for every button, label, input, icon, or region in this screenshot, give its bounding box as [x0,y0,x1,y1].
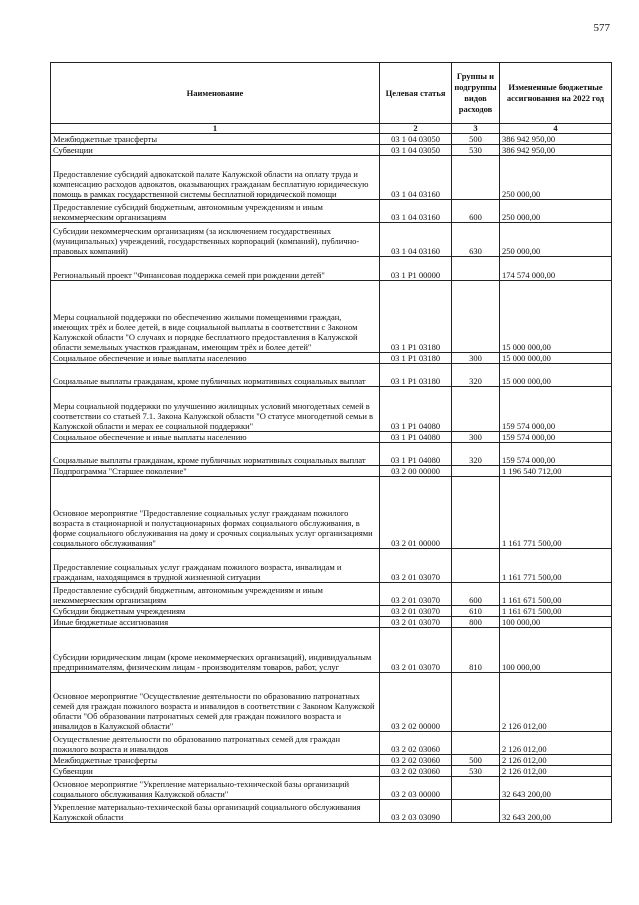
row-name: Основное мероприятие "Укрепление материально-технической базы организаций социального обслуживания Калужской области" [51,777,380,800]
table-row [51,200,612,223]
row-group-code: 600 [452,583,500,606]
row-target-code: 03 1 04 03160 [380,156,452,200]
header-group: Группы и подгруппы видов расходов [452,63,500,124]
table-row [51,606,612,617]
row-group-code [452,281,500,353]
row-group-code [452,732,500,755]
row-target-code: 03 2 02 03060 [380,732,452,755]
row-group-code: 300 [452,432,500,443]
row-amount: 100 000,00 [500,617,612,628]
row-group-code: 800 [452,617,500,628]
row-target-code: 03 2 03 03090 [380,800,452,823]
row-name: Основное мероприятие "Предоставление социальных услуг гражданам пожилого возраста в стационарной и полустационарных формах социального обслуживания, в форме социального обслуживания на дому и срочных социальных услуг организациями социального обслуживания" [51,477,380,549]
row-target-code: 03 1 P1 04080 [380,432,452,443]
table-row [51,732,612,755]
row-amount: 250 000,00 [500,223,612,257]
table-row [51,583,612,606]
row-name: Социальные выплаты гражданам, кроме публичных нормативных социальных выплат [51,364,380,387]
row-group-code [452,387,500,432]
row-name: Меры социальной поддержки по обеспечению жилыми помещениями граждан, имеющих трёх и более детей, в виде социальной выплаты в соответствии с Законом Калужской области "О случаях и порядке бесплатного предоставления в Калужской области земельных участков гражданам, имеющим трёх и более детей" [51,281,380,353]
header-target: Целевая статья [380,63,452,124]
row-target-code: 03 1 P1 03180 [380,353,452,364]
budget-table [50,62,612,823]
row-group-code: 320 [452,443,500,466]
table-row [51,766,612,777]
row-target-code: 03 2 01 03070 [380,606,452,617]
column-number-row [51,124,612,134]
row-name: Социальные выплаты гражданам, кроме публичных нормативных социальных выплат [51,443,380,466]
table-row [51,617,612,628]
table-row [51,549,612,583]
row-target-code: 03 1 P1 03180 [380,364,452,387]
row-amount: 32 643 200,00 [500,777,612,800]
table-row [51,223,612,257]
row-name: Межбюджетные трансферты [51,755,380,766]
table-body [51,134,612,823]
row-amount: 15 000 000,00 [500,353,612,364]
table-row [51,145,612,156]
row-target-code: 03 1 P1 04080 [380,443,452,466]
row-name: Осуществление деятельности по образованию патронатных семей для граждан пожилого возраста и инвалидов [51,732,380,755]
column-number: 1 [51,124,380,134]
table-row [51,281,612,353]
table-header-row [51,63,612,124]
row-group-code [452,257,500,281]
row-amount: 159 574 000,00 [500,387,612,432]
row-amount: 159 574 000,00 [500,443,612,466]
table-row [51,353,612,364]
row-amount: 100 000,00 [500,628,612,673]
row-group-code: 810 [452,628,500,673]
row-name: Субсидии юридическим лицам (кроме некоммерческих организаций), индивидуальным предпринимателям, физическим лицам - производителям товаров, работ, услуг [51,628,380,673]
table-row [51,628,612,673]
row-name: Меры социальной поддержки по улучшению жилищных условий многодетных семей в соответствии со статьей 7.1. Закона Калужской области "О статусе многодетной семьи в Калужской области и мерах ее социальной поддержки" [51,387,380,432]
row-group-code: 630 [452,223,500,257]
row-name: Субсидии некоммерческим организациям (за исключением государственных (муниципальных) учреждений, государственных корпораций (компаний), публично-правовых компаний) [51,223,380,257]
row-group-code: 610 [452,606,500,617]
row-amount: 32 643 200,00 [500,800,612,823]
row-group-code: 320 [452,364,500,387]
table-row [51,443,612,466]
row-amount: 1 196 540 712,00 [500,466,612,477]
row-amount: 250 000,00 [500,156,612,200]
row-amount: 386 942 950,00 [500,145,612,156]
row-amount: 1 161 671 500,00 [500,606,612,617]
row-target-code: 03 1 P1 00000 [380,257,452,281]
row-target-code: 03 2 01 00000 [380,477,452,549]
row-amount: 2 126 012,00 [500,732,612,755]
row-name: Межбюджетные трансферты [51,134,380,145]
row-amount: 1 161 771 500,00 [500,477,612,549]
row-name: Укрепление материально-технической базы организаций социального обслуживания Калужской области [51,800,380,823]
row-group-code [452,477,500,549]
row-name: Основное мероприятие "Осуществление деятельности по образованию патронатных семей для граждан пожилого возраста и инвалидов в соответствии с Законом Калужской области "Об образовании патронатных семей для граждан пожилого возраста и инвалидов в Калужской области" [51,673,380,732]
row-target-code: 03 2 02 00000 [380,673,452,732]
row-target-code: 03 2 01 03070 [380,549,452,583]
table-row [51,387,612,432]
row-target-code: 03 2 01 03070 [380,583,452,606]
table-row [51,800,612,823]
row-name: Социальное обеспечение и иные выплаты населению [51,353,380,364]
table-row [51,673,612,732]
row-target-code: 03 2 00 00000 [380,466,452,477]
row-name: Подпрограмма "Старшее поколение" [51,466,380,477]
row-group-code: 500 [452,755,500,766]
header-name: Наименование [51,63,380,124]
row-name: Региональный проект "Финансовая поддержка семей при рождении детей" [51,257,380,281]
row-name: Иные бюджетные ассигнования [51,617,380,628]
row-amount: 159 574 000,00 [500,432,612,443]
row-target-code: 03 1 P1 04080 [380,387,452,432]
row-group-code [452,673,500,732]
row-amount: 386 942 950,00 [500,134,612,145]
row-amount: 2 126 012,00 [500,766,612,777]
row-amount: 2 126 012,00 [500,673,612,732]
row-name: Субсидии бюджетным учреждениям [51,606,380,617]
table-row [51,134,612,145]
row-amount: 1 161 771 500,00 [500,549,612,583]
page-number: 577 [593,22,610,34]
row-amount: 1 161 671 500,00 [500,583,612,606]
column-number: 4 [500,124,612,134]
row-target-code: 03 2 01 03070 [380,617,452,628]
table-row [51,755,612,766]
row-group-code: 600 [452,200,500,223]
row-name: Субвенции [51,766,380,777]
table-row [51,477,612,549]
row-group-code [452,549,500,583]
row-group-code: 500 [452,134,500,145]
row-target-code: 03 1 04 03160 [380,223,452,257]
row-target-code: 03 1 04 03160 [380,200,452,223]
row-target-code: 03 1 P1 03180 [380,281,452,353]
row-amount: 15 000 000,00 [500,281,612,353]
row-amount: 250 000,00 [500,200,612,223]
row-target-code: 03 1 04 03050 [380,145,452,156]
row-name: Предоставление субсидий адвокатской палате Калужской области на оплату труда и компенсацию расходов адвокатов, оказывающих гражданам бесплатную юридическую помощь в рамках государственной системы бесплатной юридической помощи [51,156,380,200]
row-target-code: 03 2 01 03070 [380,628,452,673]
table-row [51,466,612,477]
header-amount: Измененные бюджетные ассигнования на 2022 год [500,63,612,124]
row-name: Предоставление субсидий бюджетным, автономным учреждениям и иным некоммерческим организациям [51,583,380,606]
row-group-code [452,156,500,200]
row-group-code [452,777,500,800]
row-target-code: 03 1 04 03050 [380,134,452,145]
table-row [51,257,612,281]
row-group-code [452,800,500,823]
row-target-code: 03 2 02 03060 [380,766,452,777]
table-row [51,777,612,800]
table-row [51,364,612,387]
row-amount: 2 126 012,00 [500,755,612,766]
row-name: Предоставление социальных услуг гражданам пожилого возраста, инвалидам и гражданам, находящимся в трудной жизненной ситуации [51,549,380,583]
row-name: Социальное обеспечение и иные выплаты населению [51,432,380,443]
row-amount: 15 000 000,00 [500,364,612,387]
row-group-code: 300 [452,353,500,364]
row-name: Субвенции [51,145,380,156]
row-name: Предоставление субсидий бюджетным, автономным учреждениям и иным некоммерческим организациям [51,200,380,223]
row-target-code: 03 2 03 00000 [380,777,452,800]
column-number: 2 [380,124,452,134]
column-number: 3 [452,124,500,134]
row-target-code: 03 2 02 03060 [380,755,452,766]
row-group-code [452,466,500,477]
row-group-code: 530 [452,145,500,156]
table-row [51,156,612,200]
row-amount: 174 574 000,00 [500,257,612,281]
row-group-code: 530 [452,766,500,777]
table-row [51,432,612,443]
